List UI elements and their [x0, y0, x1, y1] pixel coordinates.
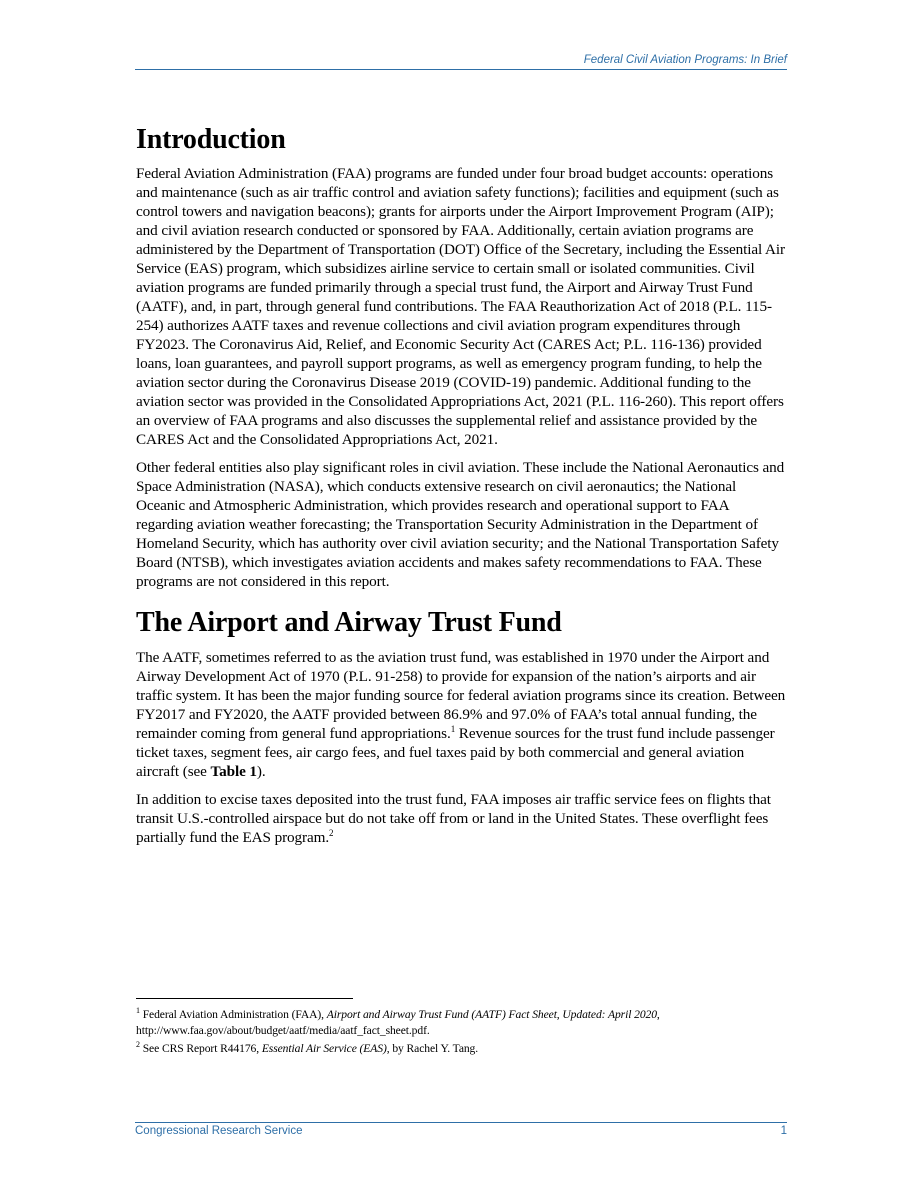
- trust-fund-p1-text: The AATF, sometimes referred to as the aviation trust fund, was established in 1970 under the Airport and Airway Development Act of 1970 (P.L. 91-258) to provide for expansion of the nation’s airports and air traffic system. It has been the major funding source for federal aviation programs since its creation. Between FY2017 and FY2020, the AATF provided between 86.9% and 97.0% of FAA’s total annual funding, the remainder coming from general fund appropriations.: [136, 648, 786, 742]
- intro-paragraph-2: Other federal entities also play significant roles in civil aviation. These include the National Aeronautics and Space Administration (NASA), which conducts extensive research on civil aeronautics; the National Oceanic and Atmospheric Administration, which provides research and operational support to FAA regarding aviation weather forecasting; the Transportation Security Administration in the Department of Homeland Security, which has authority over civil aviation security; and the National Transportation Safety Board (NTSB), which investigates aviation accidents and makes safety recommendations to FAA. These programs are not considered in this report.: [136, 459, 785, 591]
- footnote-1-number: 1: [136, 1006, 140, 1016]
- footnotes: [136, 1007, 788, 1059]
- footnote-2: [136, 1041, 788, 1057]
- trust-fund-paragraph-1: [136, 648, 788, 781]
- footer-publisher: Congressional Research Service: [135, 1125, 303, 1137]
- footnote-2-tail: , by Rachel Y. Tang.: [386, 1042, 479, 1055]
- section-heading-introduction: Introduction: [136, 124, 286, 155]
- footnote-ref-1[interactable]: 1: [450, 723, 456, 734]
- footnote-1-tail: , http://www.faa.gov/about/budget/aatf/media/aatf_fact_sheet.pdf.: [136, 1008, 660, 1037]
- footnote-2-lead: See CRS Report R44176,: [139, 1042, 262, 1055]
- table-1-reference[interactable]: Table 1: [210, 762, 257, 780]
- footnote-1-lead: Federal Aviation Administration (FAA),: [139, 1008, 327, 1021]
- intro-paragraph-1: Federal Aviation Administration (FAA) programs are funded under four broad budget accounts: operations and maintenance (such as air traffic control and aviation safety functions); facilities and equipment (such as control towers and navigation beacons); grants for airports under the Airport Improvement Program (AIP); and civil aviation research conducted or sponsored by FAA. Additionally, certain aviation programs are administered by the Department of Transportation (DOT) Office of the Secretary, including the Essential Air Service (EAS) program, which subsidizes airline service to certain small or isolated communities. Civil aviation programs are funded primarily through a special trust fund, the Airport and Airway Trust Fund (AATF), and, in part, through general fund contributions. The FAA Reauthorization Act of 2018 (P.L. 115-254) authorizes AATF taxes and revenue collections and civil aviation program expenditures through FY2023. The Coronavirus Aid, Relief, and Economic Security Act (CARES Act; P.L. 116-136) provided loans, loan guarantees, and payroll support programs, as well as emergency program funding, to help the aviation sector during the Coronavirus Disease 2019 (COVID-19) pandemic. Additional funding to the aviation sector was provided in the Consolidated Appropriations Act, 2021 (P.L. 116-260). This report offers an overview of FAA programs and also discusses the supplemental relief and assistance provided by the CARES Act and the Consolidated Appropriations Act, 2021.: [136, 165, 785, 449]
- running-footer: [135, 1122, 787, 1141]
- footnote-1: [136, 1007, 788, 1039]
- footnote-1-title: Airport and Airway Trust Fund (AATF) Fact Sheet, Updated: April 2020: [326, 1008, 657, 1021]
- trust-fund-p1-end: ).: [256, 762, 266, 780]
- main-content: [136, 122, 788, 856]
- footnote-2-title[interactable]: Essential Air Service (EAS): [261, 1042, 387, 1055]
- trust-fund-p2-text: In addition to excise taxes deposited into the trust fund, FAA imposes air traffic service fees on flights that transit U.S.-controlled airspace but do not take off from or land in the United States. These overflight fees partially fund the EAS program.: [136, 790, 771, 846]
- footnote-divider: [136, 998, 353, 999]
- section-heading-trust-fund: The Airport and Airway Trust Fund: [136, 607, 562, 639]
- trust-fund-p1-continued: Revenue sources for the trust fund include passenger ticket taxes, segment fees, air cargo fees, and fuel taxes paid by both commercial and general aviation aircraft (see: [136, 724, 775, 780]
- footnote-2-number: 2: [136, 1040, 140, 1050]
- running-header: [135, 55, 787, 70]
- trust-fund-paragraph-2: [136, 790, 788, 847]
- page-number: 1: [780, 1125, 787, 1137]
- footnote-ref-2[interactable]: 2: [329, 827, 334, 838]
- running-header-title: Federal Civil Aviation Programs: In Brief: [583, 54, 787, 66]
